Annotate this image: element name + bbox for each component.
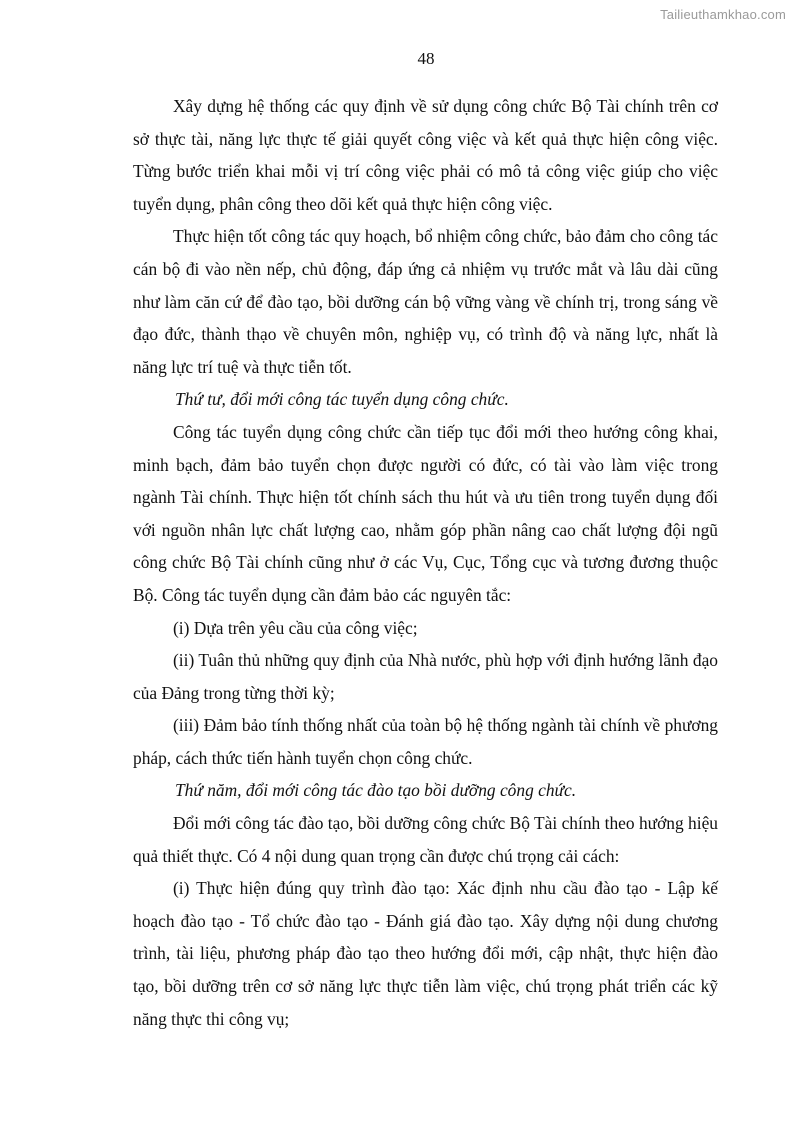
page-number: 48 bbox=[417, 49, 435, 68]
list-item-principle-3: (iii) Đảm bảo tính thống nhất của toàn bộ hệ thống ngành tài chính về phương pháp, cách thức tiến hành tuyển chọn công chức. bbox=[133, 715, 718, 768]
paragraph-personnel-regulations: Xây dựng hệ thống các quy định về sử dụng công chức Bộ Tài chính trên cơ sở thực tài, năng lực thực tế giải quyết công việc và kết quả thực hiện công việc. Từng bước triển khai mỗi vị trí công việc phải có mô tả công việc giúp cho việc tuyển dụng, phân công theo dõi kết quả thực hiện công việc. bbox=[133, 96, 718, 214]
paragraph-training: Đổi mới công tác đào tạo, bồi dưỡng công chức Bộ Tài chính theo hướng hiệu quả thiết thực. Có 4 nội dung quan trọng cần được chú trọng cải cách: bbox=[133, 813, 718, 866]
heading-recruitment-reform: Thứ tư, đổi mới công tác tuyển dụng công chức. bbox=[175, 389, 509, 410]
page-body bbox=[133, 90, 718, 1035]
heading-training-reform: Thứ năm, đổi mới công tác đào tạo bồi dưỡng công chức. bbox=[175, 780, 577, 801]
list-item-principle-2: (ii) Tuân thủ những quy định của Nhà nước, phù hợp với định hướng lãnh đạo của Đảng trong từng thời kỳ; bbox=[133, 650, 718, 703]
list-item-principle-1: (i) Dựa trên yêu cầu của công việc; bbox=[173, 617, 418, 638]
paragraph-recruitment: Công tác tuyển dụng công chức cần tiếp tục đổi mới theo hướng công khai, minh bạch, đảm bảo tuyển chọn được người có đức, có tài vào làm việc trong ngành Tài chính. Thực hiện tốt chính sách thu hút và ưu tiên trong tuyển dụng đối với nguồn nhân lực chất lượng cao, nhằm góp phần nâng cao chất lượng đội ngũ công chức Bộ Tài chính cũng như ở các Vụ, Cục, Tổng cục và tương đương thuộc Bộ. Công tác tuyển dụng cần đảm bảo các nguyên tắc: bbox=[133, 421, 718, 605]
paragraph-planning-appointment: Thực hiện tốt công tác quy hoạch, bổ nhiệm công chức, bảo đảm cho công tác cán bộ đi vào nền nếp, chủ động, đáp ứng cả nhiệm vụ trước mắt và lâu dài cũng như làm căn cứ để đào tạo, bồi dưỡng cán bộ vững vàng về chính trị, trong sáng về đạo đức, thành thạo về chuyên môn, nghiệp vụ, có trình độ và năng lực, nhất là năng lực trí tuệ và thực tiễn tốt. bbox=[133, 226, 718, 377]
list-item-training-1: (i) Thực hiện đúng quy trình đào tạo: Xác định nhu cầu đào tạo - Lập kế hoạch đào tạo - Tổ chức đào tạo - Đánh giá đào tạo. Xây dựng nội dung chương trình, tài liệu, phương pháp đào tạo theo hướng đổi mới, cập nhật, thực hiện đào tạo, bồi dưỡng trên cơ sở năng lực thực tiễn làm việc, chú trọng phát triển các kỹ năng thực thi công vụ; bbox=[133, 878, 718, 1029]
watermark-text: Tailieuthamkhao.com bbox=[660, 7, 786, 22]
